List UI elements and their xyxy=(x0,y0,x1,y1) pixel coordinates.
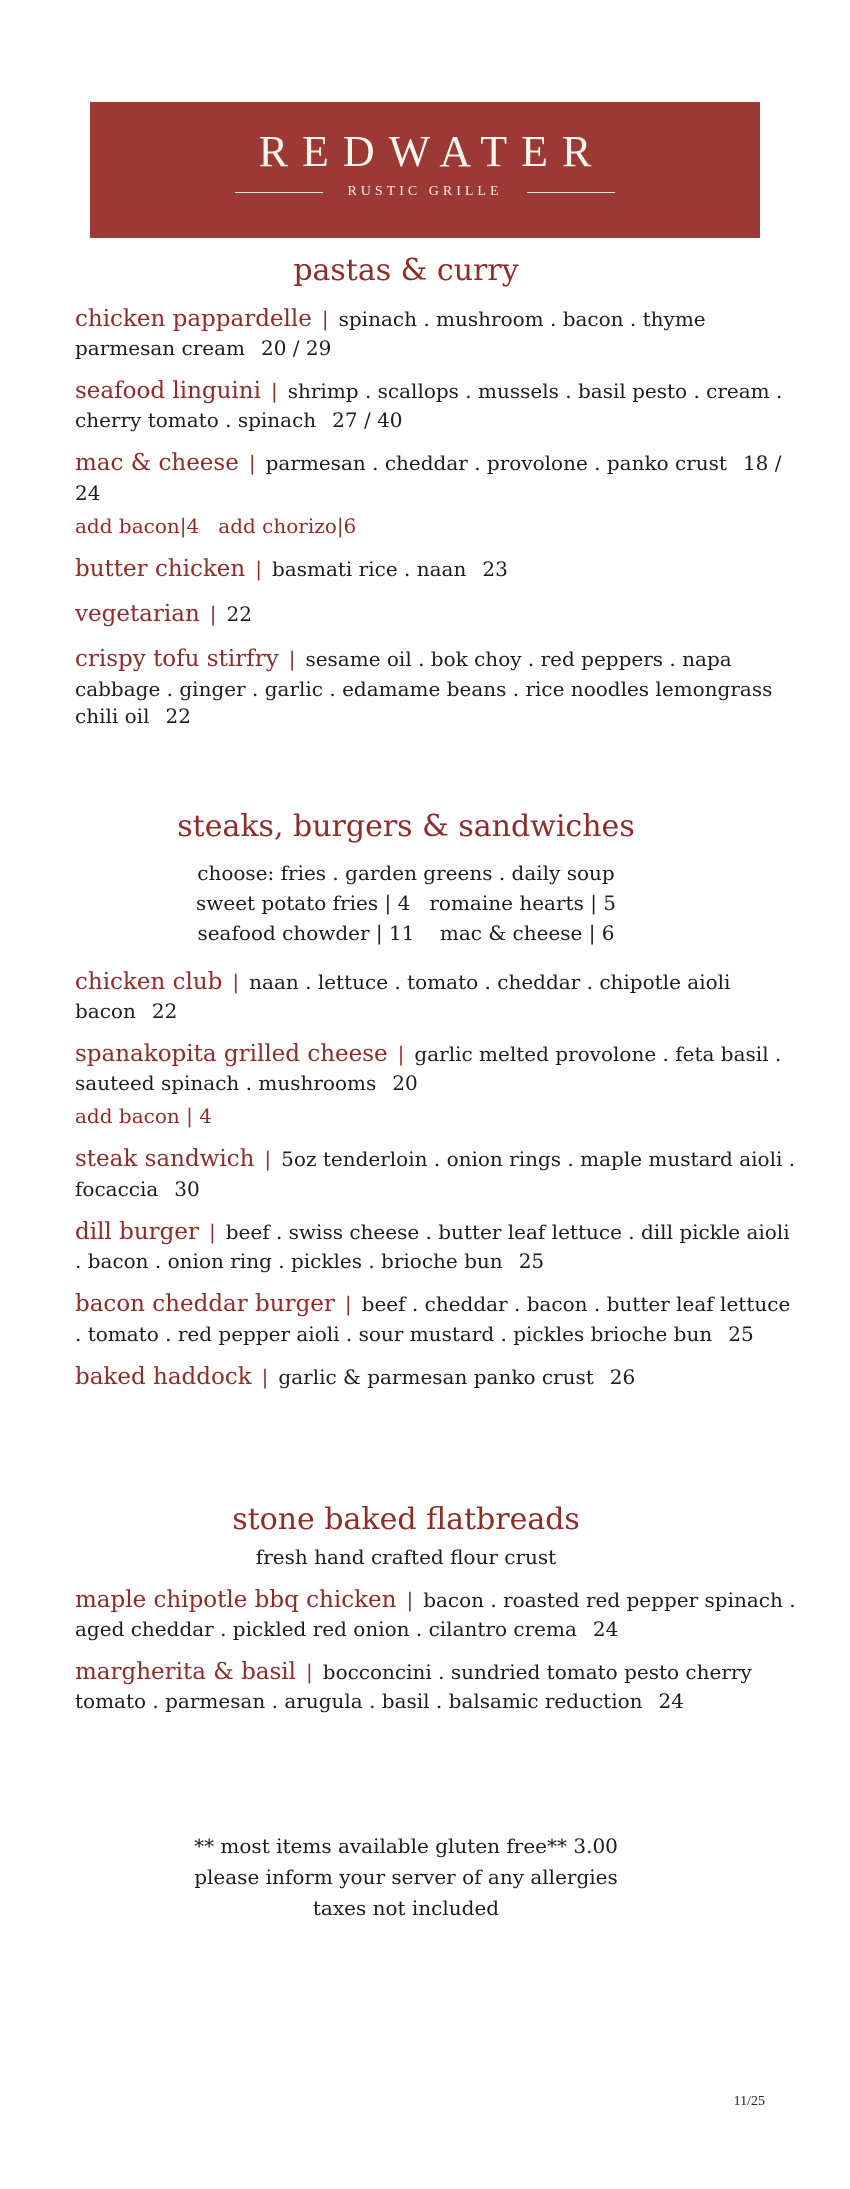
section-subtitle-flatbreads: fresh hand crafted flour crust xyxy=(255,1544,557,1569)
item-price: 20 xyxy=(392,1071,418,1096)
pipe-separator: | xyxy=(255,556,262,581)
item-name: maple chipotle bbq chicken xyxy=(75,1586,397,1613)
item-name: butter chicken xyxy=(75,555,246,582)
item-desc: bocconcini . sundried tomato pesto cherry tomato . parmesan . arugula . basil . balsamic reduction xyxy=(75,1660,752,1714)
item-desc: bacon . roasted red pepper spinach . aged cheddar . pickled red onion . cilantro crema xyxy=(75,1587,796,1641)
section-intro-sides xyxy=(75,860,737,947)
pipe-separator: | xyxy=(248,451,256,476)
menu-content xyxy=(75,252,797,1926)
item-price: 18 / 24 xyxy=(75,451,788,505)
menu-item-margherita-and-basil xyxy=(75,1657,797,1715)
menu-item-seafood-linguini xyxy=(75,376,797,434)
item-price: 22 xyxy=(226,602,252,627)
pipe-separator: | xyxy=(288,647,296,672)
item-desc: 5oz tenderloin . onion rings . maple mustard aioli . focaccia xyxy=(75,1147,796,1201)
menu-item-dill-burger xyxy=(75,1217,797,1275)
footer-notes xyxy=(75,1833,737,1921)
item-name: baked haddock xyxy=(75,1363,252,1390)
restaurant-tagline xyxy=(90,184,760,200)
footer-taxes-note: taxes not included xyxy=(312,1896,500,1921)
right-rule xyxy=(527,192,615,193)
pipe-separator: | xyxy=(209,602,217,627)
item-addons-mac-and-cheese: add bacon|4 add chorizo|6 xyxy=(75,513,357,538)
item-price: 20 / 29 xyxy=(261,335,332,360)
item-price: 24 xyxy=(592,1616,619,1641)
section-title-stone-baked-flatbreads: stone baked flatbreads xyxy=(232,1502,580,1538)
item-name: vegetarian xyxy=(75,601,200,628)
item-price: 24 xyxy=(658,1689,684,1714)
item-desc: basmati rice . naan xyxy=(271,556,467,581)
menu-item-mac-and-cheese xyxy=(75,448,797,506)
item-price: 23 xyxy=(482,556,508,581)
item-name: steak sandwich xyxy=(75,1146,255,1173)
intro-line-sides-1: sweet potato fries | 4 romaine hearts | 5 xyxy=(195,890,617,915)
menu-item-chicken-pappardelle xyxy=(75,304,797,362)
left-rule xyxy=(235,192,323,193)
restaurant-name: REDWATER xyxy=(258,127,606,176)
menu-item-spanakopita-grilled-cheese xyxy=(75,1039,797,1097)
item-desc: garlic melted provolone . feta basil . sauteed spinach . mushrooms xyxy=(75,1041,782,1096)
item-price: 27 / 40 xyxy=(332,408,403,433)
item-name: chicken club xyxy=(75,968,223,995)
item-desc: shrimp . scallops . mussels . basil pesto . cream . cherry tomato . spinach xyxy=(75,378,783,433)
menu-item-maple-chipotle-bbq-chicken xyxy=(75,1585,797,1643)
menu-item-butter-chicken xyxy=(75,554,797,585)
item-price: 26 xyxy=(609,1364,636,1389)
item-desc: beef . cheddar . bacon . butter leaf lettuce . tomato . red pepper aioli . sour mustard . pickles brioche bun xyxy=(75,1292,791,1346)
pipe-separator: | xyxy=(208,1219,216,1244)
menu-item-crispy-tofu-stirfry xyxy=(75,644,797,730)
pipe-separator: | xyxy=(397,1041,405,1066)
item-name: mac & cheese xyxy=(75,450,239,477)
pipe-separator: | xyxy=(264,1147,272,1172)
item-desc: spinach . mushroom . bacon . thyme parmesan cream xyxy=(75,306,706,360)
section-title-pastas-curry: pastas & curry xyxy=(293,253,519,288)
item-addons-spanakopita: add bacon | 4 xyxy=(75,1104,212,1129)
item-price: 30 xyxy=(174,1176,200,1201)
intro-line-choose: choose: fries . garden greens . daily soup xyxy=(197,860,615,885)
intro-line-sides-2: seafood chowder | 11 mac & cheese | 6 xyxy=(197,920,615,945)
section-pastas-curry xyxy=(75,252,797,730)
pipe-separator: | xyxy=(270,378,278,403)
pipe-separator: | xyxy=(261,1364,269,1389)
menu-item-vegetarian-butter-chicken xyxy=(75,599,797,630)
pipe-separator: | xyxy=(306,1660,313,1685)
pipe-separator: | xyxy=(406,1587,414,1612)
footer-gluten-free-note: ** most items available gluten free** 3.00 xyxy=(194,1834,618,1859)
item-price: 25 xyxy=(518,1249,545,1274)
brand-banner xyxy=(90,102,760,238)
pipe-separator: | xyxy=(232,969,240,994)
menu-item-baked-haddock xyxy=(75,1362,797,1393)
item-name: seafood linguini xyxy=(75,377,261,404)
section-steaks-burgers-sandwiches xyxy=(75,808,797,1393)
pipe-separator: | xyxy=(321,306,329,331)
page-number: 11/25 xyxy=(733,2094,765,2109)
item-name: spanakopita grilled cheese xyxy=(75,1040,388,1067)
item-desc: parmesan . cheddar . provolone . panko crust xyxy=(265,451,727,476)
menu-item-bacon-cheddar-burger xyxy=(75,1289,797,1347)
pipe-separator: | xyxy=(344,1292,352,1317)
item-name: margherita & basil xyxy=(75,1659,297,1686)
section-stone-baked-flatbreads xyxy=(75,1501,797,1715)
item-name: dill burger xyxy=(75,1218,199,1245)
item-name: crispy tofu stirfry xyxy=(75,646,279,673)
item-name: chicken pappardelle xyxy=(75,305,312,332)
item-desc: beef . swiss cheese . butter leaf lettuce . dill pickle aioli . bacon . onion ring . pickles . brioche bun xyxy=(75,1219,790,1274)
item-desc: garlic & parmesan panko crust xyxy=(278,1364,594,1389)
item-desc: sesame oil . bok choy . red peppers . napa cabbage . ginger . garlic . edamame beans . rice noodles lemongrass chili oil xyxy=(75,647,773,728)
item-price: 22 xyxy=(151,998,178,1023)
section-title-steaks-burgers-sandwiches: steaks, burgers & sandwiches xyxy=(177,809,635,845)
menu-item-chicken-club xyxy=(75,967,797,1025)
menu-item-steak-sandwich xyxy=(75,1144,797,1202)
item-price: 25 xyxy=(728,1321,754,1346)
footer-allergies-note: please inform your server of any allergies xyxy=(194,1865,618,1890)
tagline-text: RUSTIC GRILLE xyxy=(347,184,503,200)
item-name: bacon cheddar burger xyxy=(75,1291,335,1318)
item-price: 22 xyxy=(165,703,191,728)
item-desc: naan . lettuce . tomato . cheddar . chipotle aioli bacon xyxy=(75,969,731,1023)
